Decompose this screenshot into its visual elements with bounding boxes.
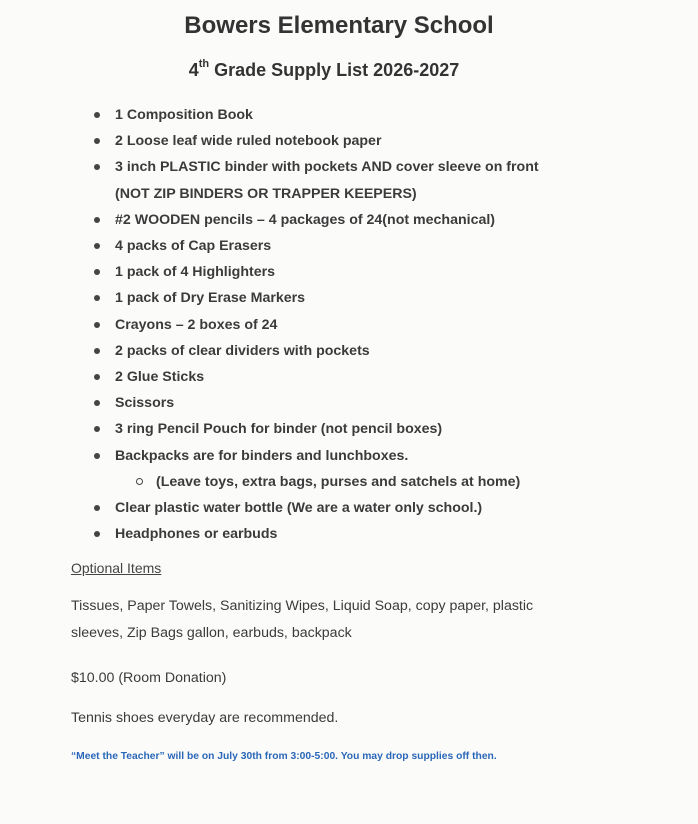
list-item bbox=[92, 390, 652, 416]
list-item bbox=[92, 416, 652, 442]
list-item bbox=[92, 259, 652, 285]
list-item-text: Backpacks are for binders and lunchboxes. bbox=[115, 447, 409, 464]
list-item bbox=[92, 128, 652, 154]
supply-list-title bbox=[0, 60, 648, 81]
list-item-text: Scissors bbox=[115, 395, 175, 412]
optional-items-heading: Optional Items bbox=[71, 560, 162, 576]
sub-list-item-text: (Leave toys, extra bags, purses and satchels at home) bbox=[156, 473, 521, 490]
list-item-text: 1 Composition Book bbox=[115, 107, 253, 123]
bullet-icon bbox=[94, 269, 100, 275]
bullet-icon bbox=[94, 505, 100, 511]
bullet-icon bbox=[94, 426, 100, 432]
bullet-icon bbox=[94, 112, 100, 118]
list-item-text: #2 WOODEN pencils – 4 packages of 24(not mechanical) bbox=[115, 211, 496, 228]
tennis-shoes-note: Tennis shoes everyday are recommended. bbox=[71, 710, 339, 726]
meet-the-teacher-note: “Meet the Teacher” will be on July 30th from 3:00-5:00. You may drop supplies off then. bbox=[71, 751, 497, 762]
list-item-text: 1 pack of 4 Highlighters bbox=[115, 264, 276, 281]
list-item bbox=[92, 285, 652, 311]
list-item bbox=[92, 154, 652, 206]
list-title-text: Grade Supply List 2026-2027 bbox=[209, 60, 460, 80]
school-title: Bowers Elementary School bbox=[184, 12, 494, 39]
grade-number: 4 bbox=[188, 60, 199, 80]
bullet-icon bbox=[94, 348, 100, 354]
bullet-icon bbox=[94, 295, 100, 301]
bullet-icon bbox=[94, 243, 100, 249]
bullet-icon bbox=[94, 217, 100, 223]
list-item-text: 1 pack of Dry Erase Markers bbox=[115, 290, 306, 307]
bullet-icon bbox=[94, 322, 100, 328]
bullet-icon bbox=[94, 453, 100, 459]
list-item bbox=[92, 312, 652, 338]
optional-items-text: Tissues, Paper Towels, Sanitizing Wipes, Liquid Soap, copy paper, plastic sleeves, Zip Bags gallon, earbuds, backpack bbox=[71, 598, 534, 641]
list-item bbox=[92, 207, 652, 233]
list-item bbox=[92, 233, 652, 259]
list-item-text-continued: (NOT ZIP BINDERS OR TRAPPER KEEPERS) bbox=[115, 185, 417, 202]
list-item bbox=[92, 495, 652, 521]
list-item bbox=[92, 443, 652, 469]
list-item-text: 2 Glue Sticks bbox=[115, 369, 205, 386]
supply-list bbox=[92, 102, 652, 547]
list-item-text: 4 packs of Cap Erasers bbox=[115, 238, 272, 255]
bullet-icon bbox=[94, 531, 100, 537]
list-item-text: Clear plastic water bottle (We are a water only school.) bbox=[115, 500, 483, 517]
list-item bbox=[92, 338, 652, 364]
list-item bbox=[92, 364, 652, 390]
list-item bbox=[92, 521, 652, 547]
grade-suffix: th bbox=[198, 58, 210, 70]
room-donation: $10.00 (Room Donation) bbox=[71, 670, 227, 686]
bullet-icon bbox=[94, 164, 100, 170]
list-item-text: 2 Loose leaf wide ruled notebook paper bbox=[115, 133, 382, 150]
bullet-icon bbox=[94, 374, 100, 380]
list-item-text: Crayons – 2 boxes of 24 bbox=[115, 316, 278, 333]
list-item-text: 2 packs of clear dividers with pockets bbox=[115, 342, 370, 359]
bullet-icon bbox=[94, 400, 100, 406]
list-item-text: Headphones or earbuds bbox=[115, 526, 278, 543]
list-item-text: 3 inch PLASTIC binder with pockets AND cover sleeve on front bbox=[115, 159, 539, 176]
list-item bbox=[92, 102, 652, 128]
sub-list-item bbox=[92, 469, 652, 495]
hollow-bullet-icon bbox=[136, 478, 143, 485]
bullet-icon bbox=[94, 138, 100, 144]
list-item-text: 3 ring Pencil Pouch for binder (not pencil boxes) bbox=[115, 421, 443, 438]
